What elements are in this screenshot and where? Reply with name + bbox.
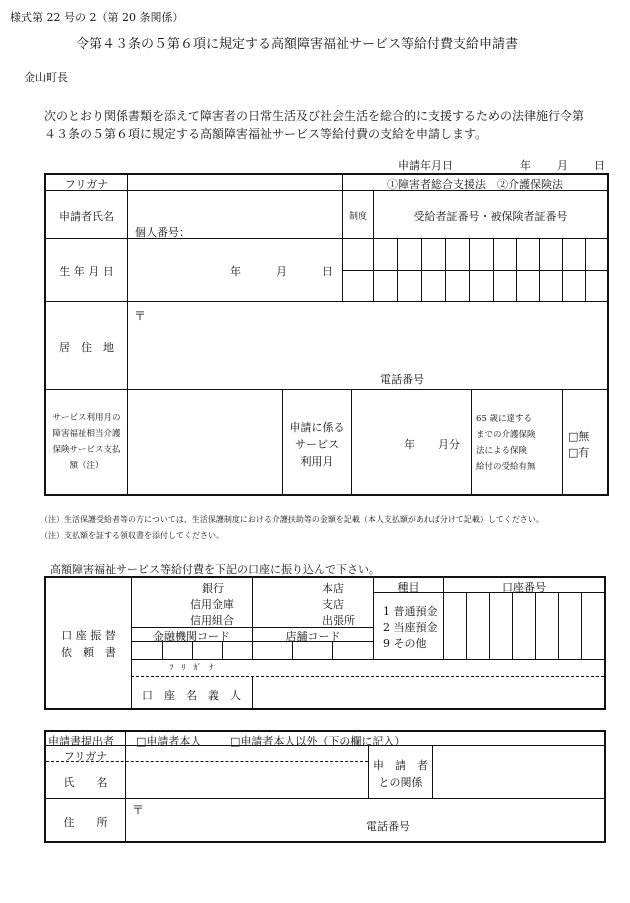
- bank-option-bank[interactable]: 銀行: [202, 582, 224, 595]
- bank-option-shinkin[interactable]: 信用金庫: [190, 598, 234, 611]
- postal-mark: 〒: [134, 309, 147, 323]
- furigana-label: フリガナ: [64, 178, 109, 191]
- addressee: 金山町長: [24, 71, 68, 84]
- account-type-label: 種目: [397, 581, 420, 594]
- submitter-phone-label: 電話番号: [366, 820, 410, 833]
- submitter-furigana-input[interactable]: [128, 747, 366, 760]
- account-type-other[interactable]: 9 その他: [383, 637, 427, 650]
- account-type-current[interactable]: 2 当座預金: [383, 621, 438, 634]
- form-number: 様式第 22 号の 2（第 20 条関係）: [10, 11, 184, 24]
- checkbox-yes[interactable]: □有: [568, 446, 590, 459]
- age65-label-4: 給付の受給有無: [476, 462, 536, 472]
- age65-label-3: 法による保険: [476, 446, 528, 456]
- transfer-label-2: 依 頼 書: [61, 646, 116, 659]
- age65-label-2: までの介護保険: [476, 430, 536, 440]
- branch-option-branch[interactable]: 支店: [322, 598, 344, 611]
- submitter-name-input[interactable]: [128, 764, 366, 796]
- application-date-label: 申請年月日: [398, 159, 453, 172]
- service-month-label-1: 申請に係る: [289, 421, 345, 434]
- branch-code-label: 店舗コード: [285, 630, 341, 643]
- transfer-label-1: 口 座 振 替: [61, 629, 116, 642]
- system-label: 制度: [348, 212, 367, 222]
- law-options[interactable]: ①障害者総合支援法 ②介護保険法: [387, 178, 563, 191]
- institution-code-label: 金融機関コード: [153, 630, 230, 643]
- furigana-input[interactable]: [130, 174, 340, 189]
- account-number-label: 口座番号: [502, 581, 546, 594]
- personal-number-label: 個人番号：: [135, 226, 190, 239]
- service-amount-input[interactable]: [130, 392, 280, 492]
- relation-input[interactable]: [435, 748, 601, 796]
- relation-label-1: 申 請 者: [373, 759, 428, 772]
- branch-option-office[interactable]: 出張所: [322, 614, 355, 627]
- birthdate-label: 生 年 月 日: [59, 265, 114, 278]
- holder-label: 口 座 名 義 人: [142, 689, 241, 702]
- service-month-label-3: 利用月: [300, 455, 334, 468]
- submitter-self-checkbox[interactable]: □申請者本人: [136, 735, 202, 748]
- service-month-year[interactable]: 年: [404, 438, 415, 451]
- submitter-furigana-label: フリガナ: [63, 750, 108, 763]
- page-title: 令第４３条の５第６項に規定する高額障害福祉サービス等給付費支給申請書: [76, 37, 519, 52]
- phone-label: 電話番号: [380, 373, 424, 386]
- checkbox-no[interactable]: □無: [568, 430, 590, 443]
- note-1: （注）生活保護受給者等の方については、生活保護制度における介護扶助等の金額を記載（本人支払額があれば分けて記載）してください。: [40, 515, 544, 524]
- birthdate-year[interactable]: 年: [230, 265, 241, 278]
- application-date-day[interactable]: 日: [594, 159, 605, 172]
- address-label: 居 住 地: [59, 341, 114, 354]
- submitter-other-checkbox[interactable]: □申請者本人以外（下の欄に記入）: [230, 735, 406, 748]
- age65-label-1: 65 歳に達する: [476, 414, 533, 424]
- birthdate-day[interactable]: 日: [322, 265, 333, 278]
- intro-line-2: ４３条の５第６項に規定する高額障害福祉サービス等給付費の支給を申請します。: [44, 127, 488, 141]
- application-date-month[interactable]: 月: [557, 159, 568, 172]
- relation-label-2: との関係: [378, 776, 423, 789]
- applicant-name-label: 申請者氏名: [59, 210, 114, 223]
- address-input[interactable]: [150, 304, 600, 364]
- service-amount-label-4: 額（注）: [69, 461, 104, 471]
- branch-option-main[interactable]: 本店: [322, 582, 344, 595]
- submitter-label: 申請書提出者: [48, 735, 114, 748]
- service-amount-label-3: 保険サービス支払: [52, 445, 121, 455]
- bank-option-kumiai[interactable]: 信用組合: [190, 614, 234, 627]
- holder-input[interactable]: [255, 679, 600, 707]
- bank-intro: 高額障害福祉サービス等給付費を下記の口座に振り込んで下さい。: [50, 563, 380, 576]
- application-date-year[interactable]: 年: [520, 159, 531, 172]
- service-month-label-2: サービス: [295, 438, 339, 451]
- submitter-name-label: 氏 名: [63, 776, 108, 789]
- holder-furigana-label: ﾌ ﾘ ｶﾞ ﾅ: [169, 663, 214, 672]
- account-type-ordinary[interactable]: 1 普通預金: [383, 605, 438, 618]
- service-amount-label-2: 障害福祉相当介護: [52, 429, 121, 439]
- submitter-address-label: 住 所: [63, 816, 108, 829]
- recipient-number-label: 受給者証番号・被保険者証番号: [413, 210, 568, 223]
- intro-line-1: 次のとおり関係書類を添えて障害者の日常生活及び社会生活を総合的に支援するための法律施行令第: [44, 109, 585, 123]
- submitter-postal-mark: 〒: [132, 803, 145, 817]
- holder-furigana-input[interactable]: [255, 661, 600, 675]
- service-amount-label-1: サービス利用月の: [52, 413, 121, 423]
- birthdate-month[interactable]: 月: [276, 265, 287, 278]
- applicant-name-input[interactable]: [130, 192, 340, 220]
- service-month-month[interactable]: 月分: [438, 438, 460, 451]
- note-2: （注）支払額を証する領収書を添付してください。: [40, 531, 224, 540]
